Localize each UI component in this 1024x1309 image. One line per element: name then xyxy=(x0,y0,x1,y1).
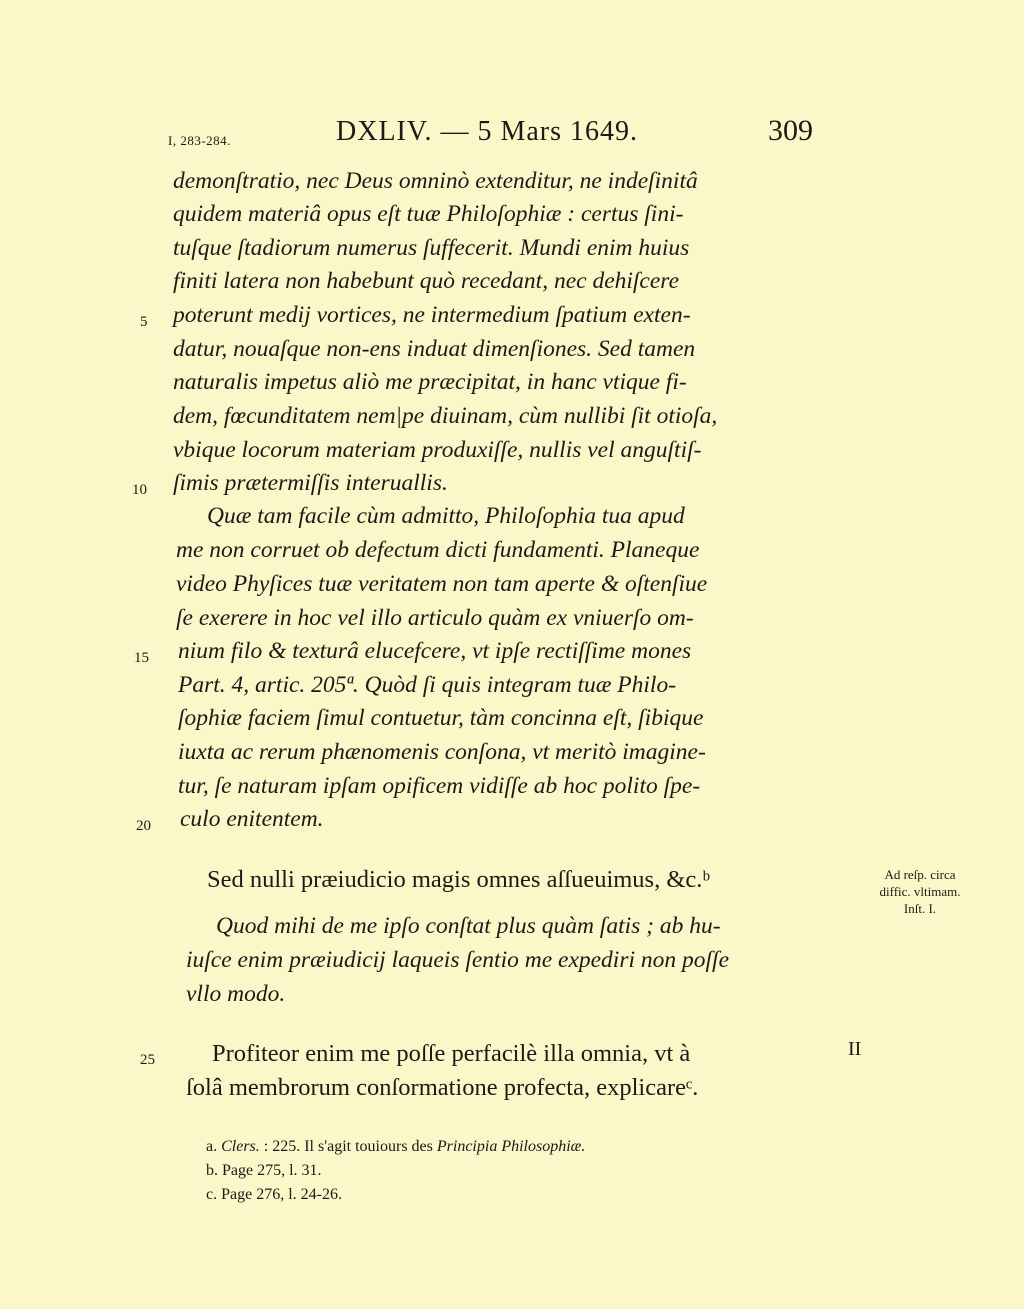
body-line: datur, nouaſque non-ens induat dimenſiones. Sed tamen xyxy=(173,336,696,362)
body-line: poterunt medij vortices, ne intermedium ſpatium exten- xyxy=(173,302,691,328)
footnote-a xyxy=(206,1138,585,1156)
footnote-work: Principia Philosophiæ. xyxy=(436,1138,586,1155)
quoted-line: Profiteor enim me poſſe perfacilè illa omnia, vt à xyxy=(212,1040,691,1067)
body-line: ſe exerere in hoc vel illo articulo quàm ex vniuerſo om- xyxy=(176,605,694,631)
body-line: dem, fœcunditatem nem|pe diuinam, cùm nullibi ſit otioſa, xyxy=(173,403,718,429)
line-number: 15 xyxy=(134,650,149,666)
margin-roman-numeral: II xyxy=(848,1038,862,1060)
body-line: tur, ſe naturam ipſam opificem vidiſſe ab hoc polito ſpe- xyxy=(178,773,701,799)
margin-note xyxy=(850,866,990,917)
body-line: quidem materiâ opus eſt tuæ Philoſophiæ : certus ſini- xyxy=(173,201,684,227)
line-number: 5 xyxy=(140,314,148,330)
body-line: iuxta ac rerum phænomenis conſona, vt meritò imagine- xyxy=(178,739,706,765)
body-line: nium filo & texturâ elucefcere, vt ipſe rectiſſime mones xyxy=(178,638,692,664)
body-line: demonſtratio, nec Deus omninò extenditur, ne indeſinitâ xyxy=(173,168,698,194)
body-line: Quod mihi de me ipſo conſtat plus quàm ſatis ; ab hu- xyxy=(216,913,721,939)
body-line: vllo modo. xyxy=(186,981,286,1007)
margin-note-line: Ad reſp. circa xyxy=(884,867,956,882)
quoted-line: Sed nulli præiudicio magis omnes aſſueuimus, &c.ᵇ xyxy=(207,866,710,893)
line-number: 20 xyxy=(136,818,151,834)
footnote-label: a. xyxy=(206,1138,218,1155)
page-title: DXLIV. — 5 Mars 1649. xyxy=(336,116,639,147)
line-number: 25 xyxy=(140,1052,155,1068)
footnote-source: Clers. xyxy=(221,1138,260,1155)
body-line: ſophiæ faciem ſimul contuetur, tàm concinna eſt, ſibique xyxy=(178,705,704,731)
body-line: culo enitentem. xyxy=(180,806,324,832)
footnote-text: Page 276, l. 24-26. xyxy=(221,1186,342,1203)
body-line: video Phyſices tuæ veritatem non tam aperte & oſtenſiue xyxy=(176,571,708,597)
footnote-text: Page 275, l. 31. xyxy=(222,1162,322,1179)
footnote-c xyxy=(206,1186,342,1204)
page-reference: I, 283-284. xyxy=(168,133,231,148)
body-line: Quæ tam facile cùm admitto, Philoſophia tua apud xyxy=(207,503,685,529)
body-line: me non corruet ob defectum dicti fundamenti. Planeque xyxy=(176,537,700,563)
body-line: ſimis prætermiſſis interuallis. xyxy=(173,470,448,496)
body-line: finiti latera non habebunt quò recedant, nec dehiſcere xyxy=(173,268,679,294)
body-line: Part. 4, artic. 205ª. Quòd ſi quis integram tuæ Philo- xyxy=(178,672,677,698)
footnote-text: : 225. Il s'agit touiours des xyxy=(259,1138,437,1155)
footnote-label: b. xyxy=(206,1162,218,1179)
margin-note-line: Inſt. I. xyxy=(903,901,937,916)
footnote-label: c. xyxy=(206,1186,218,1203)
footnote-b xyxy=(206,1162,322,1180)
body-line: iuſce enim præiudicij laqueis ſentio me expediri non poſſe xyxy=(186,947,730,973)
quoted-line: ſolâ membrorum conſormatione profecta, explicareᶜ. xyxy=(186,1074,699,1101)
margin-note-line: diffic. vltimam. xyxy=(879,884,961,899)
page-number: 309 xyxy=(768,114,813,147)
line-number: 10 xyxy=(132,482,147,498)
body-line: tuſque ſtadiorum numerus ſuffecerit. Mundi enim huius xyxy=(173,235,690,261)
body-line: vbique locorum materiam produxiſſe, nullis vel anguſtiſ- xyxy=(173,437,702,463)
body-line: naturalis impetus aliò me præcipitat, in hanc vtique fi- xyxy=(173,369,687,395)
